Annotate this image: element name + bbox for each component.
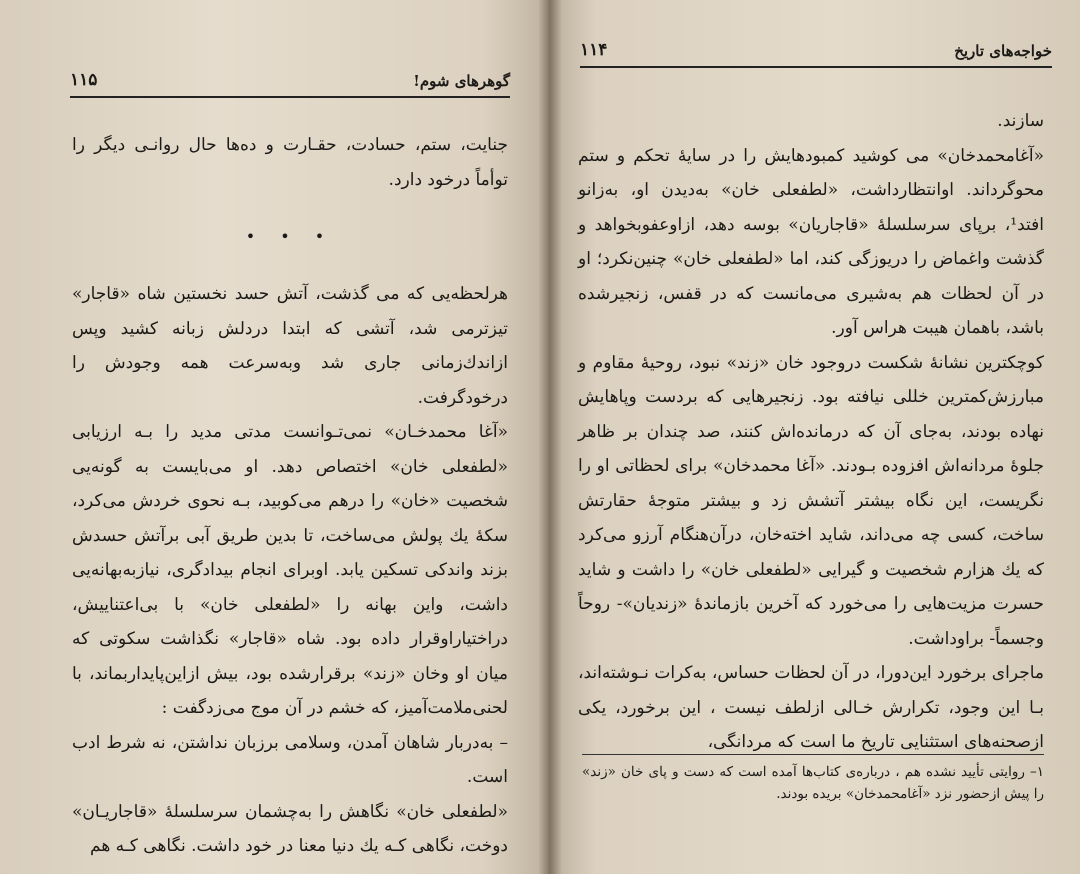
page-header: [70, 70, 510, 98]
page-number: ۱۱۴: [580, 40, 608, 60]
section-ornament: • • •: [245, 227, 335, 246]
paragraph: هرلحظه‌یی که می گذشت، آتش حسد نخستین شاه «قاجار» تیزترمی شد، آتشی که ابتدا دردلش زبانه کشید وپس ازاندك‌زمانی جاری شد وبه‌سرعت همه وجودش را درخودگرفت.: [72, 284, 508, 408]
paragraph: جنایت، ستم، حسادت، حقـارت و ده‌ها حال روانـی دیگر را توأماً درخود دارد.: [72, 135, 508, 190]
paragraph: ماجرای برخورد این‌دورا، در آن لحظات حساس، به‌کرات نـوشته‌اند، بـا این وجود، تکرارش خـالی ازلطف نیست ، این برخورد، یکی ازصحنه‌های استثنایی تاریخ ما است که مردانگی،: [578, 663, 1044, 752]
paragraph: «آغا محمدخـان» نمی‌تـوانست مدتی مدید را بـه ارزیابی «لطفعلی خان» اختصاص دهد. او می‌بایست به گونه‌یی شخصیت «خان» را درهم می‌کوبید، بـه نحوی خردش می‌کرد، سکهٔ یك پولش می‌ساخت، تا بدین طریق آبی برآتش حسدش بزند واندکی تسکین یابد. اوبرای انجام بیدادگری، نیازبه‌بهانه‌یی داشت، واین بهانه را «لطفعلی خان» با بی‌اعتناییش، دراختیاراوقرار داده بود. شاه «قاجار» نگذاشت سکوتی که میان او وخان «زند» برقرارشده بود، بیش ازاین‌پایداربماند، با لحنی‌ملامت‌آمیز، که خشم در آن موج می‌زدگفت :: [72, 422, 508, 718]
body-text: [72, 128, 508, 864]
footnote: ۱– روایتی تأیید نشده هم ، درباره‌ی کتاب‌ها آمده است که دست و پای خان «زند» را پیش ازحضور نزد «آغامحمدخان» بریده بودند.: [582, 764, 1044, 802]
paragraph: «لطفعلی خان» نگاهش را به‌چشمان سرسلسلهٔ «قاجاریـان» دوخت، نگاهی کـه یك دنیا معنا در خود داشت. نگاهی کـه هم: [72, 801, 508, 856]
running-title: خواجه‌های تاریخ: [954, 42, 1052, 60]
body-text: [578, 104, 1044, 760]
paragraph: «آغامحمدخان» می کوشید کمبودهایش را در سایهٔ تحکم و ستم محوگرداند. اوانتظارداشت، «لطفعلی خان» به‌دیدن او، به‌زانو افتد¹، برپای سرسلسلهٔ «قاجاریان» بوسه دهد، ازاوعفوبخواهد و گذشت واغماض را دریوزگی کند، اما «لطفعلی خان» چنین‌نکرد؛ او در آن لحظات هم به‌شیری می‌مانست که در قفس، زنجیرشده باشد، باهمان هیبت هراس آور.: [578, 145, 1044, 338]
page-header: [580, 40, 1052, 68]
paragraph: کوچکترین نشانهٔ شکست درو‌جود خان «زند» نبود، روحیهٔ مقاوم و مبارزش‌کمترین خللی نیافته بود. زنجیرهایی که بردست وپاهایش نهاده بودند، به‌جای آن که درمانده‌اش کنند، صد چندان بر ظاهر جلوهٔ مردانه‌اش افزوده بـودند. «آغا محمدخان» برای لحظاتی او را نگریست، این نگاه بیشتر آتشش زد و بیشتر متوجهٔ حقارتش ساخت، کسی چه می‌داند، شاید اخته‌خان، درآن‌هنگام آرزو می‌کرد که یك هزارم شخصیت و گیرایی «لطفعلی خان» را داشت و شاید حسرت مزیت‌هایی را می‌خورد که آخرین بازماندهٔ «زندیان»- روحاً وجسماً- براوداشت.: [578, 352, 1044, 649]
book-spine-shadow: [538, 0, 562, 874]
right-page: [548, 0, 1080, 874]
paragraph: – به‌دربار شاهان آمدن، وسلامی برزبان نداشتن، نه شرط ادب است.: [72, 732, 508, 787]
footnotes: [582, 754, 1044, 805]
paragraph: سازند.: [997, 111, 1044, 131]
page-number: ۱۱۵: [70, 70, 98, 90]
running-title: گوهرهای شوم!: [413, 72, 510, 90]
